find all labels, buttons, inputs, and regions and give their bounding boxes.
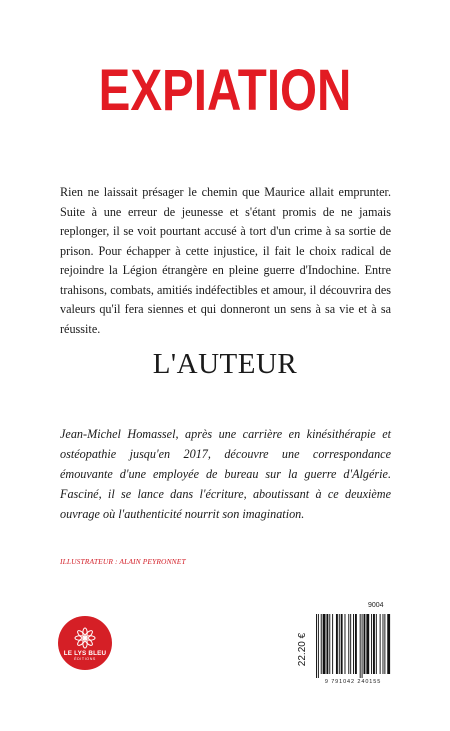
barcode-bar (350, 614, 351, 674)
barcode-bar (318, 614, 319, 678)
price-label (296, 619, 310, 679)
illustrator-credit: ILLUSTRATEUR : ALAIN PEYRONNET (60, 557, 186, 566)
barcode-bar (376, 614, 377, 674)
barcode-bar (332, 614, 333, 674)
barcode (312, 612, 394, 690)
barcode-bar (360, 614, 361, 678)
barcode-bar (341, 614, 343, 674)
book-summary: Rien ne laissait présager le chemin que Maurice allait emprunter. Suite à une erreur de jeunesse et s'étant promis de ne jamais replonger, il se voit pourtant accusé à tort d'un crime à sa sortie de prison. Pour échapper à cette injustice, il fait le choix radical de rejoindre la Légion étrangère en pleine guerre d'Indochine. Entre trahisons, combats, amitiés indéfectibles et amour, il découvrira des valeurs qu'il fera siennes et qui donneront un sens à sa vie et à sa réussite. (60, 185, 391, 336)
author-biography: Jean-Michel Homassel, après une carrière en kinésithérapie et ostéopathie jusqu'en 2017, découvre une correspondance émouvante d'une employée de bureau sur la guerre d'Algérie. Fasciné, il se lance dans l'écriture, aboutissant à ce deuxième ouvrage où l'authenticité nourrit son imagination. (60, 427, 391, 521)
barcode-bar (326, 614, 328, 674)
barcode-bar (355, 614, 357, 674)
barcode-bar (348, 614, 349, 674)
barcode-bar (329, 614, 330, 674)
barcode-bar (339, 614, 340, 674)
barcode-bar (321, 614, 322, 674)
barcode-bar (384, 614, 385, 674)
barcode-bar (371, 614, 372, 674)
book-title: EXPIATION (98, 58, 352, 123)
barcode-bar (353, 614, 354, 674)
barcode-bar (373, 614, 375, 674)
barcode-bar (345, 614, 346, 674)
barcode-bar (316, 614, 317, 678)
isbn-digits: 9 791042 240155 (324, 679, 382, 685)
lily-flower-icon (74, 627, 96, 649)
barcode-bars (312, 612, 394, 678)
publisher-tagline: ÉDITIONS (74, 656, 96, 661)
publisher-name: LE LYS BLEU (63, 649, 107, 657)
barcode-bar (387, 614, 390, 674)
barcode-bar (323, 614, 326, 674)
barcode-bar (383, 614, 384, 674)
barcode-bar (364, 614, 366, 674)
product-code: 9004 (368, 602, 384, 609)
barcode-bar (366, 614, 369, 674)
price-text: 22.20 € (297, 632, 309, 666)
author-heading: L'AUTEUR (152, 348, 298, 380)
barcode-bar (380, 614, 381, 674)
barcode-bar (336, 614, 338, 674)
barcode-bar (362, 614, 363, 678)
publisher-logo (58, 616, 112, 670)
